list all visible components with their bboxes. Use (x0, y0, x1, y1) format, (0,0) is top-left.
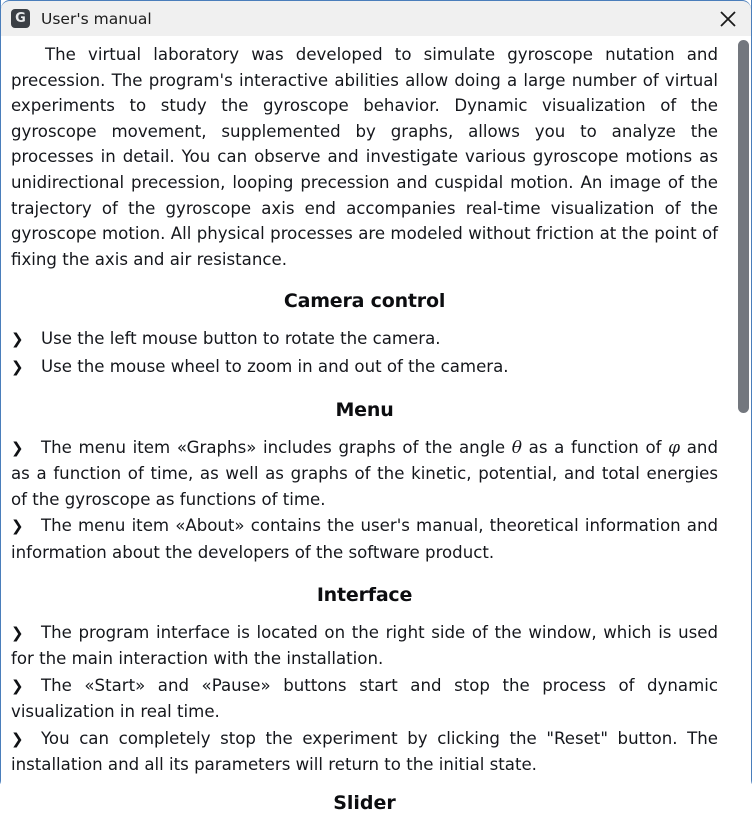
list-item (11, 326, 718, 353)
list-item-text: The menu item «About» contains the user's manual, theoretical information and information about the developers of the software product. (11, 516, 718, 562)
section-title-menu: Menu (335, 398, 394, 421)
vertical-scrollbar[interactable] (736, 36, 751, 789)
list-item-text: The program interface is located on the right side of the window, which is used for the main interaction with the installation. (11, 622, 718, 669)
list-item (11, 513, 718, 565)
list-item (11, 354, 718, 381)
chevron-right-icon: ❯ (11, 517, 24, 536)
window-title: User's manual (41, 9, 152, 28)
list-item-text: The «Start» and «Pause» buttons start and stop the process of dynamic visualization in real time. (11, 675, 718, 722)
close-button[interactable] (705, 1, 751, 37)
list-item-text: Use the mouse wheel to zoom in and out of the camera. (41, 356, 509, 376)
chevron-right-icon: ❯ (11, 676, 24, 695)
list-item-text: Use the left mouse button to rotate the camera. (41, 329, 441, 349)
list-item-text: The menu item «Graphs» includes graphs of the angle θ as a function of φ and as a function of time, as well as graphs of the kinetic, potential, and total energies of the gyroscope as functions of time. (11, 437, 718, 509)
list-item-text: You can completely stop the experiment by clicking the "Reset" button. The installation and all its parameters will return to the initial state. (11, 728, 718, 775)
manual-document (1, 36, 730, 814)
scrollbar-thumb[interactable] (738, 40, 749, 413)
chevron-right-icon: ❯ (11, 729, 24, 748)
manual-scroll-area[interactable] (1, 36, 751, 814)
bullet-list-menu (11, 435, 718, 566)
section-title-interface: Interface (316, 583, 413, 606)
window-titlebar (1, 0, 751, 36)
list-item (11, 620, 718, 672)
section-title-camera-control: Camera control (283, 290, 446, 313)
gyroscope-app-icon: G (11, 9, 30, 28)
list-item (11, 673, 718, 725)
next-section-title-clipped: Slider (333, 792, 396, 814)
chevron-right-icon: ❯ (11, 623, 24, 642)
chevron-right-icon: ❯ (11, 357, 24, 376)
bullet-list-camera-control (11, 326, 718, 380)
list-item (11, 435, 718, 513)
phi-symbol: φ (668, 437, 681, 458)
bullet-list-interface (11, 620, 718, 779)
theta-symbol: θ (511, 437, 522, 458)
chevron-right-icon: ❯ (11, 330, 24, 349)
list-item (11, 726, 718, 778)
intro-paragraph: The virtual laboratory was developed to simulate gyroscope nutation and precession. The program's interactive abilities allow doing a large number of virtual experiments to study the gyroscope behavior. Dynamic visualization of the gyroscope movement, supplemented by graphs, allows you to analyze the processes in detail. You can observe and investigate various gyroscope motions as unidirectional precession, looping precession and cuspidal motion. An image of the trajectory of the gyroscope axis end accompanies real-time visualization of the gyroscope motion. All physical processes are modeled without friction at the point of fixing the axis and air resistance. (11, 45, 718, 269)
close-icon (719, 10, 737, 28)
chevron-right-icon: ❯ (11, 438, 24, 457)
